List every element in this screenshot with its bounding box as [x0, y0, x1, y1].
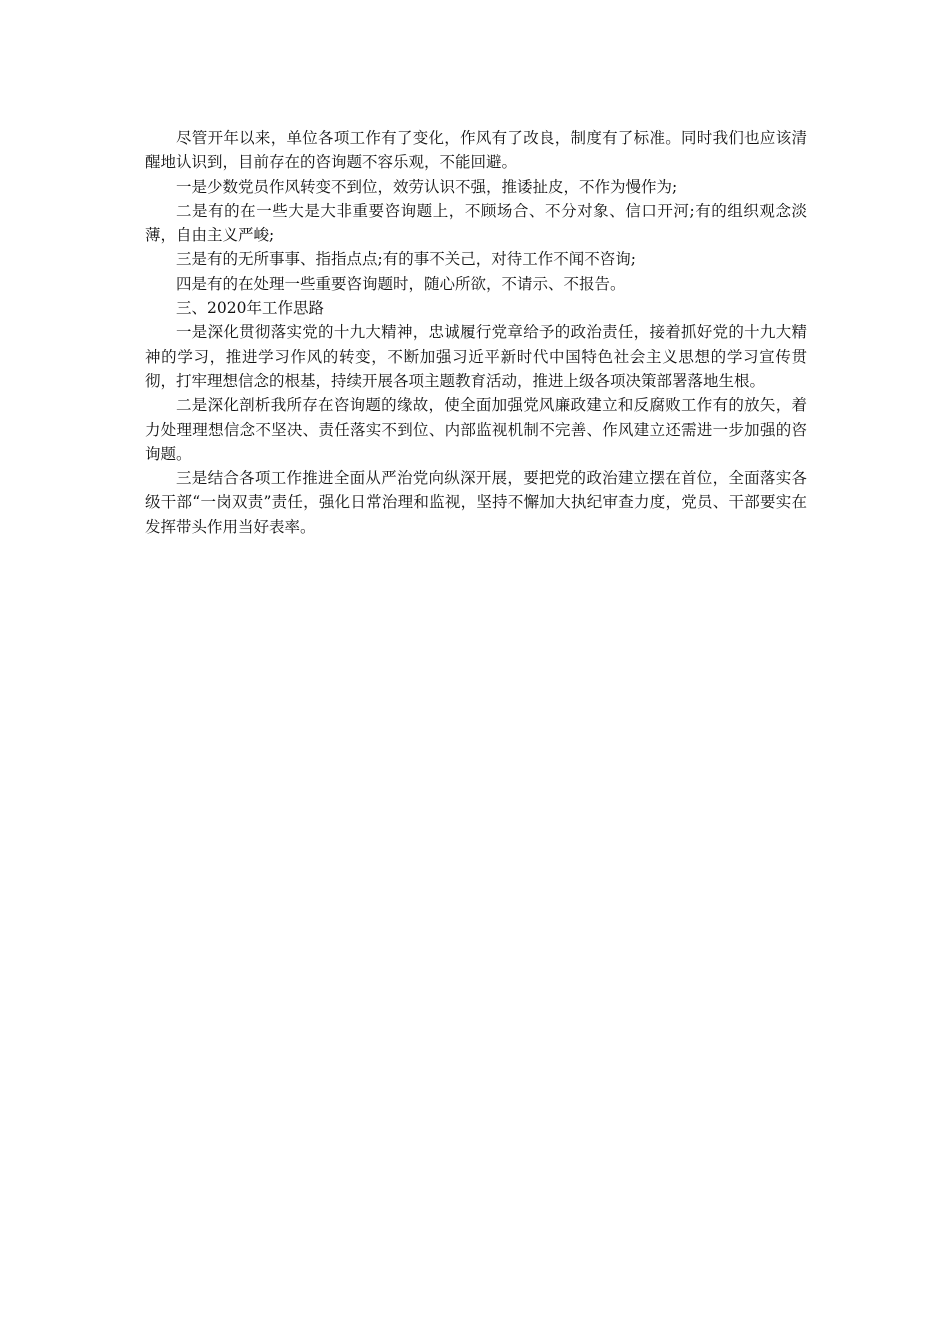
document-body — [145, 126, 807, 539]
paragraph-6: 一是深化贯彻落实党的十九大精神，忠诚履行党章给予的政治责任，接着抓好党的十九大精神的学习，推进学习作风的转变，不断加强习近平新时代中国特色社会主义思想的学习宣传贯彻，打牢理想信念的根基，持续开展各项主题教育活动，推进上级各项决策部署落地生根。 — [145, 323, 807, 390]
paragraph-8: 三是结合各项工作推进全面从严治党向纵深开展，要把党的政治建立摆在首位，全面落实各级干部“一岗双责”责任，强化日常治理和监视，坚持不懈加大执纪审查力度，党员、干部要实在发挥带头作用当好表率。 — [145, 469, 807, 536]
paragraph-7: 二是深化剖析我所存在咨询题的缘故，使全面加强党风廉政建立和反腐败工作有的放矢，着力处理理想信念不坚决、责任落实不到位、内部监视机制不完善、作风建立还需进一步加强的咨询题。 — [145, 396, 807, 463]
section-heading: 三、2020年工作思路 — [176, 299, 324, 318]
paragraph-2: 一是少数党员作风转变不到位，效劳认识不强，推诿扯皮，不作为慢作为; — [176, 177, 678, 196]
paragraph-4: 三是有的无所事事、指指点点;有的事不关己，对待工作不闻不咨询; — [176, 250, 636, 269]
paragraph-3: 二是有的在一些大是大非重要咨询题上，不顾场合、不分对象、信口开河;有的组织观念淡薄，自由主义严峻; — [145, 201, 807, 245]
paragraph-5: 四是有的在处理一些重要咨询题时，随心所欲，不请示、不报告。 — [176, 274, 626, 293]
paragraph-1: 尽管开年以来，单位各项工作有了变化，作风有了改良，制度有了标准。同时我们也应该清醒地认识到，目前存在的咨询题不容乐观，不能回避。 — [145, 129, 807, 172]
